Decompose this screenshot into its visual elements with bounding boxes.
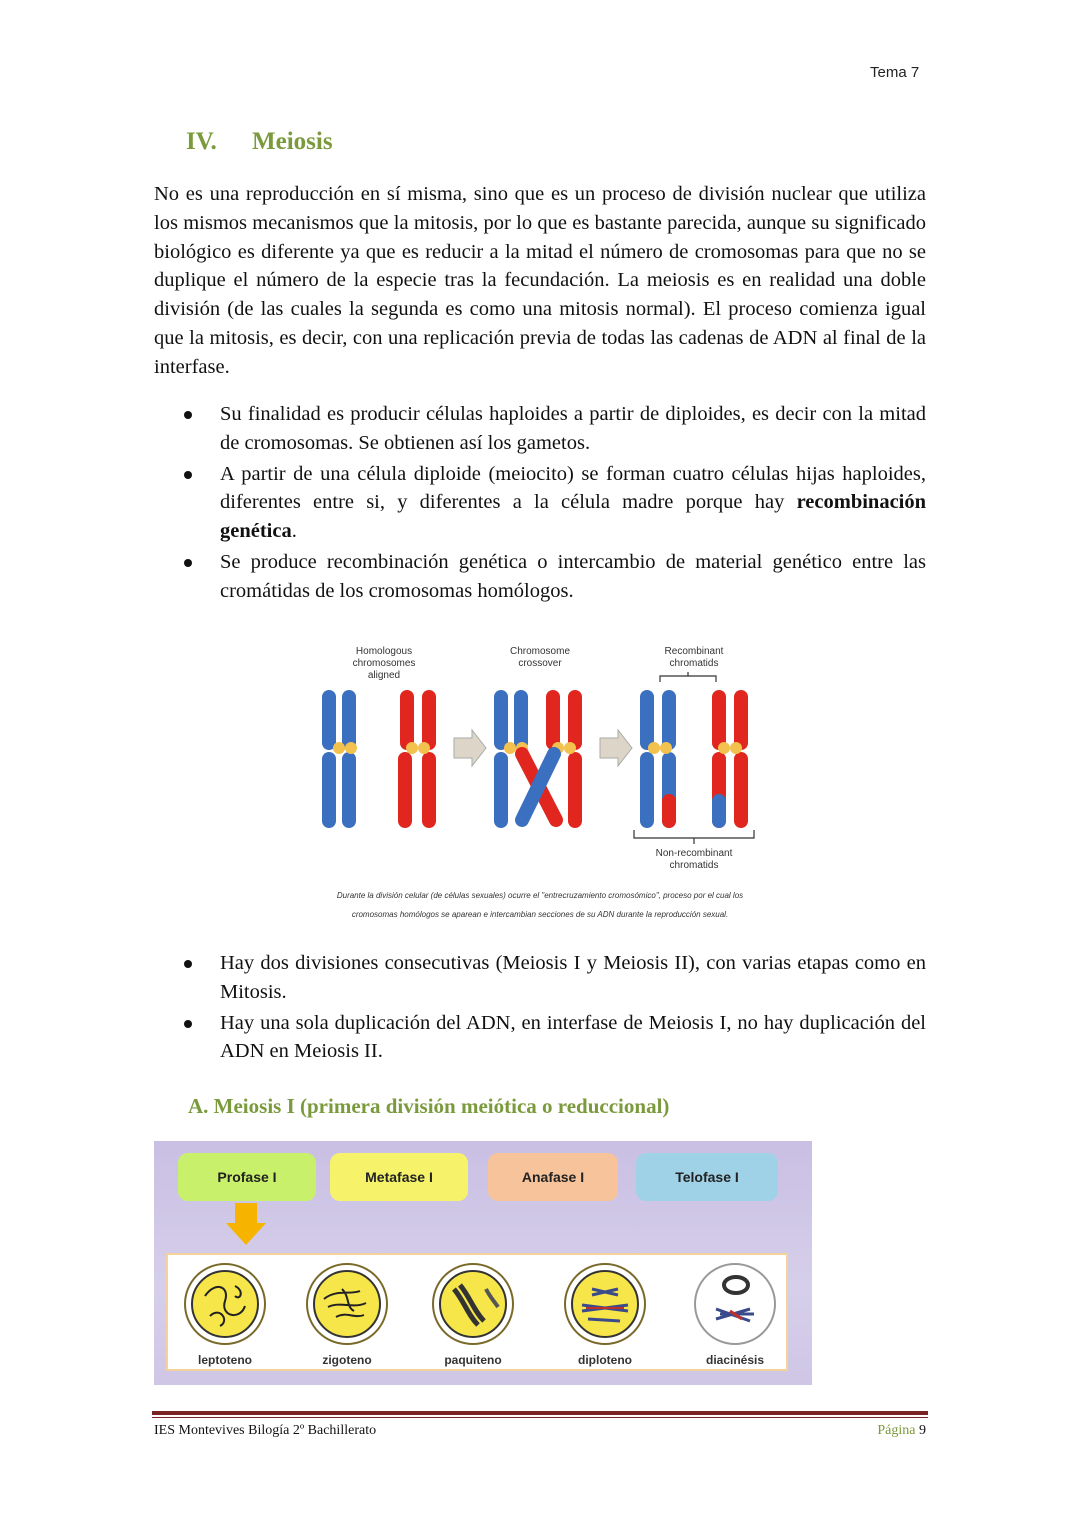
- bullet-list-2: [154, 949, 926, 1068]
- label-crossover: Chromosome crossover: [509, 646, 571, 669]
- cell-icon: [690, 1261, 780, 1347]
- subsection-title: A. Meiosis I (primera división meiótica o reduccional): [188, 1094, 670, 1118]
- list-item: Hay una sola duplicación del ADN, en interfase de Meiosis I, no hay duplicación del ADN en Meiosis II.: [154, 1009, 926, 1067]
- label-nonrecombinant: Non-recombinant chromatids: [655, 848, 733, 871]
- intro-paragraph: No es una reproducción en sí misma, sino que es un proceso de división nuclear que utiliza los mismos mecanismos que la mitosis, por lo que es bastante parecida, aunque su significado biológico es diferente ya que es reducir a la mitad el número de cromosomas para que no se duplique el número de la especie tras la fecundación. La meiosis es en realidad una doble división (de las cuales la segunda es como una mitosis normal). El proceso comienza igual que la mitosis, es decir, con una replicación previa de todas las cadenas de ADN al final de la interfase.: [154, 183, 926, 378]
- crossover-figure: [300, 640, 780, 880]
- cell-icon: [560, 1261, 650, 1347]
- chromosome-diagram: [300, 670, 780, 850]
- figure-caption: Durante la división celular (de células sexuales) ocurre el "entrecruzamiento cromosómico", proceso por el cual los cromosomas homólogos se aparean e intercambian secciones de su ADN durante la reproducción sexual.: [336, 891, 744, 919]
- down-arrow-head-icon: [226, 1223, 266, 1245]
- section-title: Meiosis: [252, 128, 333, 155]
- prophase-stages: [166, 1253, 788, 1371]
- phase-anafase: Anafase I: [488, 1153, 618, 1201]
- footer-rule: [152, 1411, 928, 1415]
- bullet-list-1: [154, 400, 926, 608]
- list-item: Se produce recombinación genética o intercambio de material genético entre las cromátidas de los cromosomas homólogos.: [154, 548, 926, 606]
- stage-leptoteno: leptoteno: [170, 1261, 280, 1367]
- bullet-dot: [184, 1020, 192, 1028]
- recombinant-pair: [640, 690, 748, 828]
- bullet-dot: [184, 471, 192, 479]
- header-topic: Tema 7: [870, 64, 920, 81]
- list-item: A partir de una célula diploide (meiocito) se forman cuatro células hijas haploides, diferentes entre si, y diferentes a la célula madre porque hay recombinación genética.: [154, 460, 926, 546]
- footer-page: Página 9: [877, 1423, 926, 1438]
- phase-telofase: Telofase I: [636, 1153, 778, 1201]
- stage-diacinesis: diacinésis: [680, 1261, 790, 1367]
- stage-diploteno: diploteno: [550, 1261, 660, 1367]
- cell-icon: [180, 1261, 270, 1347]
- list-item: Hay dos divisiones consecutivas (Meiosis I y Meiosis II), con varias etapas como en Mitosis.: [154, 949, 926, 1007]
- label-recombinant: Recombinant chromatids: [664, 646, 724, 669]
- label-homologous: Homologous chromosomes aligned: [352, 646, 416, 681]
- phase-profase: Profase I: [178, 1153, 316, 1201]
- phase-metafase: Metafase I: [330, 1153, 468, 1201]
- page-number: 9: [919, 1423, 926, 1438]
- cell-icon: [428, 1261, 518, 1347]
- list-item: Su finalidad es producir células haploides a partir de diploides, es decir con la mitad de cromosomas. Se obtienen así los gametos.: [154, 400, 926, 458]
- section-number: IV.: [186, 128, 217, 155]
- bullet-dot: [184, 559, 192, 567]
- down-arrow-icon: [235, 1203, 257, 1223]
- cell-icon: [302, 1261, 392, 1347]
- crossover-pair: [494, 690, 582, 828]
- meiosis-phases-figure: [154, 1141, 812, 1385]
- stage-paquiteno: paquiteno: [418, 1261, 528, 1367]
- footer-rule-thin: [152, 1417, 928, 1418]
- bold-term: recombinación genética: [220, 491, 927, 543]
- section-heading: [186, 128, 333, 156]
- footer-school: IES Montevives Bilogía 2º Bachillerato: [154, 1423, 377, 1438]
- homologous-pair: [322, 690, 436, 828]
- bullet-dot: [184, 411, 192, 419]
- bullet-dot: [184, 960, 192, 968]
- stage-zigoteno: zigoteno: [292, 1261, 402, 1367]
